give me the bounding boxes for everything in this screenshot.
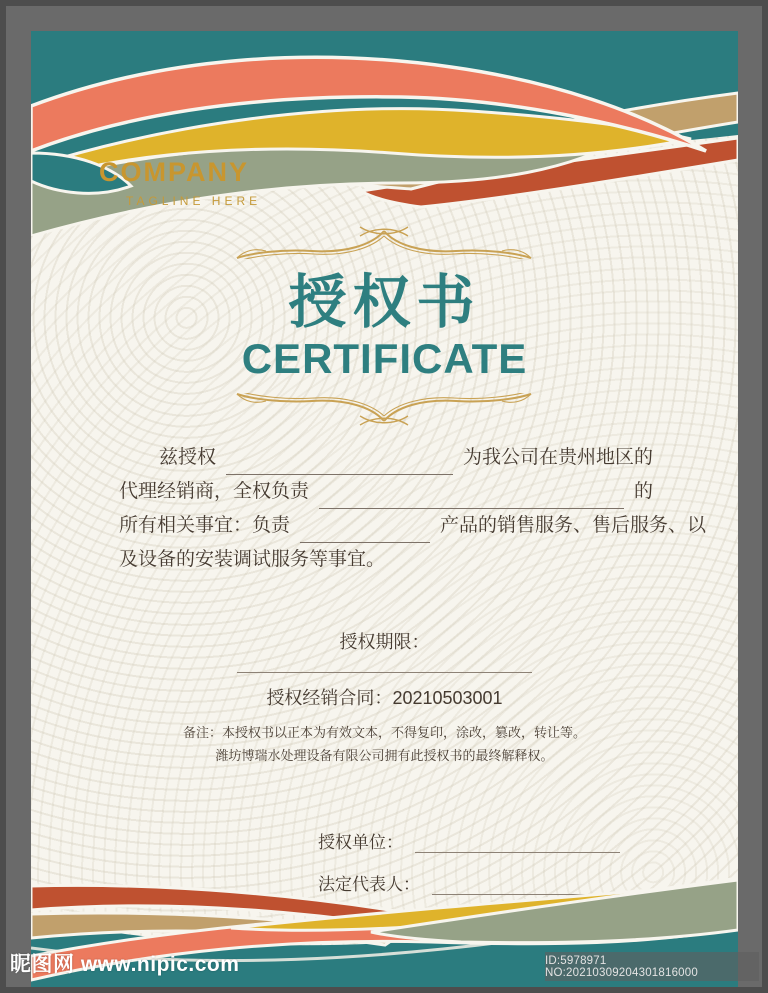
flourish-ornament-bottom [234,393,534,427]
contract-number: 20210503001 [392,688,503,708]
body-line-2-post: 的 [633,481,653,502]
blank-authorized-name-line [226,448,453,475]
flourish-ornament-top [234,225,534,259]
body-line-2-pre: 代理经销商，全权负责 [119,481,310,502]
remarks-line-2: 潍坊博瑞水处理设备有限公司拥有此授权书的最终解释权。 [215,748,554,763]
body-line-1 [119,441,653,475]
body-line-2 [119,475,653,509]
authorization-period-blank-line [237,672,532,673]
authorization-body [119,441,707,577]
authorizing-unit-row [318,827,638,853]
company-logo-name: COMPANY [99,157,250,187]
contract-label: 授权经销合同： [266,688,393,708]
certificate-title-zh: 授权书 [288,270,481,335]
certificate-title-en: CERTIFICATE [241,335,528,382]
body-line-4 [119,543,653,577]
authorization-period-label: 授权期限： [339,632,430,652]
authorizing-unit-label: 授权单位： [318,833,403,852]
body-line-4-text: 及设备的安装调试服务等事宜。 [119,549,386,570]
legal-representative-label: 法定代表人： [318,875,420,894]
blank-product-line [300,516,430,543]
body-line-3 [119,509,707,543]
contract-row [31,684,738,710]
body-line-3-post: 产品的销售服务、售后服务、以 [440,515,707,536]
remarks-block [31,721,738,767]
company-logo [99,157,261,208]
authorizing-unit-blank-line [415,830,620,853]
body-line-3-pre: 所有相关事宜：负责 [119,515,291,536]
remarks-line-1: 备注：本授权书以正本为有效文本，不得复印，涂改，篡改，转让等。 [182,725,586,740]
blank-responsibility-line [319,482,624,509]
nipic-site-url: www.nipic.com [80,953,240,976]
nipic-site-name: 昵图网 [10,953,75,976]
nipic-watermark [10,948,239,978]
image-id-watermark: ID:5978971 NO:20210309204301816000 [545,952,759,981]
body-line-1-pre: 兹授权 [159,447,217,468]
body-line-1-post: 为我公司在贵州地区的 [462,447,653,468]
company-logo-tagline: TAGLINE HERE [126,194,262,208]
certificate-paper [31,31,738,987]
